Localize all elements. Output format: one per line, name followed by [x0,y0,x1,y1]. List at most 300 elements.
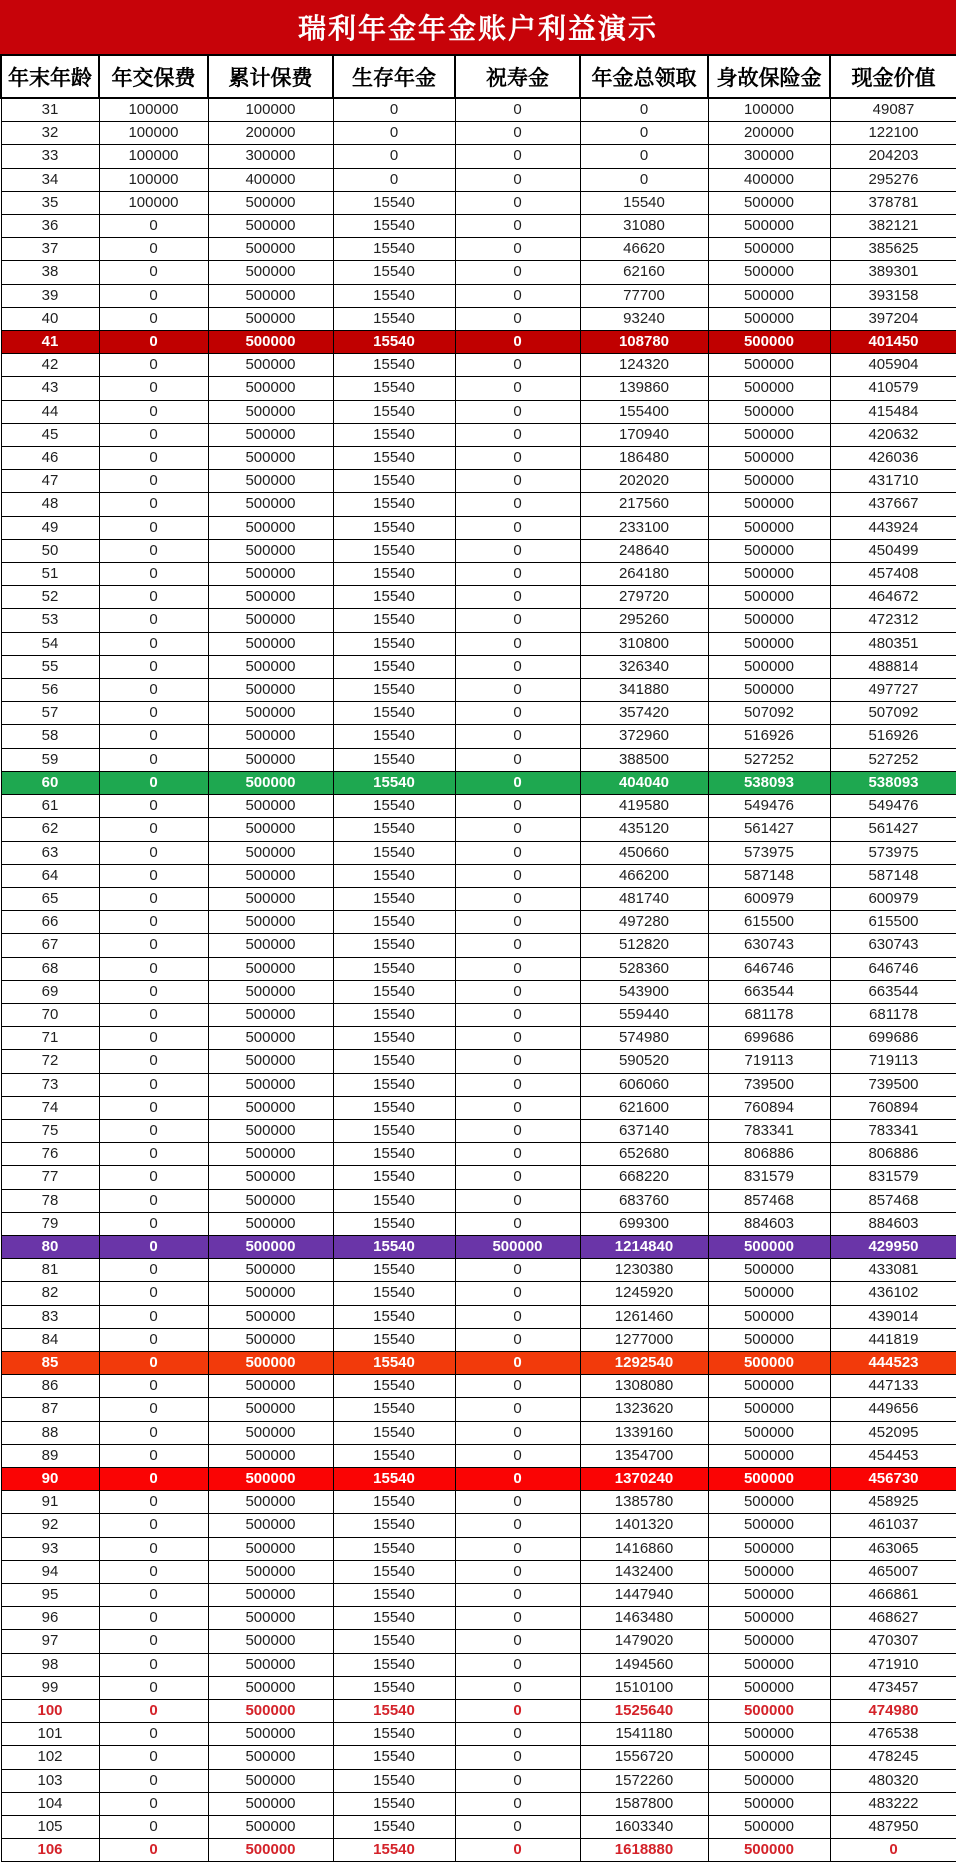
table-row [1,1398,956,1421]
table-cell: 500000 [208,563,333,586]
table-cell: 33 [1,145,99,168]
table-cell: 49 [1,516,99,539]
table-row [1,98,956,122]
table-cell: 0 [455,1328,580,1351]
table-row [1,447,956,470]
table-cell: 0 [455,1073,580,1096]
table-cell: 431710 [830,470,956,493]
table-cell: 699300 [580,1212,708,1235]
table-cell: 400000 [708,168,830,191]
table-row [1,145,956,168]
table-cell: 39 [1,284,99,307]
table-cell: 500000 [708,377,830,400]
table-cell: 500000 [208,864,333,887]
table-row [1,702,956,725]
table-cell: 62160 [580,261,708,284]
table-cell: 0 [99,934,208,957]
table-row [1,957,956,980]
table-cell: 85 [1,1351,99,1374]
table-cell: 15540 [333,191,455,214]
table-cell: 0 [99,1769,208,1792]
table-cell: 500000 [708,1259,830,1282]
table-cell: 0 [455,1560,580,1583]
table-cell: 436102 [830,1282,956,1305]
table-cell: 204203 [830,145,956,168]
table-cell: 0 [455,1259,580,1282]
table-cell: 75 [1,1119,99,1142]
table-cell: 0 [99,632,208,655]
table-cell: 104 [1,1792,99,1815]
table-cell: 43 [1,377,99,400]
table-cell: 15540 [333,1143,455,1166]
table-cell: 0 [99,261,208,284]
table-cell: 0 [99,1676,208,1699]
table-cell: 500000 [208,354,333,377]
table-row [1,1467,956,1490]
table-cell: 38 [1,261,99,284]
table-cell: 0 [99,354,208,377]
table-cell: 15540 [333,261,455,284]
table-cell: 65 [1,887,99,910]
table-cell: 500000 [708,1653,830,1676]
table-cell: 831579 [830,1166,956,1189]
table-cell: 783341 [708,1119,830,1142]
table-cell: 500000 [708,1792,830,1815]
table-cell: 15540 [333,1537,455,1560]
table-cell: 0 [455,400,580,423]
table-cell: 456730 [830,1467,956,1490]
table-cell: 415484 [830,400,956,423]
table-cell: 61 [1,795,99,818]
table-cell: 217560 [580,493,708,516]
table-cell: 500000 [208,934,333,957]
table-cell: 699686 [830,1027,956,1050]
table-cell: 0 [455,609,580,632]
table-cell: 300000 [208,145,333,168]
table-cell: 15540 [333,1653,455,1676]
table-cell: 233100 [580,516,708,539]
table-cell: 0 [455,1282,580,1305]
table-cell: 0 [99,238,208,261]
table-cell: 0 [455,748,580,771]
table-cell: 500000 [455,1235,580,1258]
table-cell: 500000 [708,609,830,632]
table-cell: 0 [455,1769,580,1792]
table-cell: 90 [1,1467,99,1490]
table-cell: 500000 [208,1398,333,1421]
table-cell: 15540 [333,1235,455,1258]
table-row [1,1166,956,1189]
table-cell: 264180 [580,563,708,586]
table-cell: 15540 [333,1166,455,1189]
table-cell: 0 [99,1027,208,1050]
table-cell: 1479020 [580,1630,708,1653]
table-cell: 500000 [708,1444,830,1467]
table-cell: 500000 [208,586,333,609]
table-row [1,1491,956,1514]
table-cell: 806886 [830,1143,956,1166]
table-cell: 527252 [830,748,956,771]
table-cell: 500000 [208,1584,333,1607]
table-cell: 0 [99,1166,208,1189]
table-cell: 0 [455,354,580,377]
table-cell: 36 [1,215,99,238]
table-cell: 483222 [830,1792,956,1815]
table-row [1,632,956,655]
table-cell: 102 [1,1746,99,1769]
table-cell: 500000 [208,1212,333,1235]
table-cell: 0 [580,145,708,168]
table-cell: 0 [455,539,580,562]
table-cell: 0 [455,771,580,794]
table-row [1,1676,956,1699]
table-cell: 122100 [830,122,956,145]
column-header: 累计保费 [208,55,333,98]
table-cell: 0 [455,1398,580,1421]
table-cell: 630743 [830,934,956,957]
table-row [1,1096,956,1119]
table-cell: 92 [1,1514,99,1537]
table-cell: 0 [99,1839,208,1862]
table-cell: 15540 [333,1421,455,1444]
table-cell: 0 [99,1143,208,1166]
table-cell: 760894 [708,1096,830,1119]
table-cell: 0 [99,423,208,446]
table-cell: 500000 [708,539,830,562]
table-cell: 0 [99,1259,208,1282]
table-cell: 615500 [830,911,956,934]
table-row [1,1700,956,1723]
table-cell: 0 [455,377,580,400]
table-row [1,1189,956,1212]
table-row [1,841,956,864]
table-cell: 1370240 [580,1467,708,1490]
table-cell: 1541180 [580,1723,708,1746]
table-cell: 0 [455,563,580,586]
table-cell: 15540 [333,1467,455,1490]
table-cell: 0 [455,1723,580,1746]
table-cell: 1339160 [580,1421,708,1444]
table-cell: 0 [99,1537,208,1560]
table-row [1,377,956,400]
table-cell: 91 [1,1491,99,1514]
table-cell: 357420 [580,702,708,725]
table-cell: 15540 [333,1769,455,1792]
table-cell: 500000 [708,586,830,609]
table-cell: 66 [1,911,99,934]
table-cell: 1463480 [580,1607,708,1630]
table-cell: 516926 [708,725,830,748]
table-cell: 549476 [830,795,956,818]
table-row [1,980,956,1003]
table-cell: 500000 [208,1792,333,1815]
table-cell: 573975 [708,841,830,864]
table-cell: 0 [99,725,208,748]
table-cell: 93240 [580,307,708,330]
table-cell: 600979 [708,887,830,910]
table-cell: 78 [1,1189,99,1212]
table-row [1,1514,956,1537]
table-cell: 401450 [830,331,956,354]
table-cell: 500000 [208,1259,333,1282]
table-cell: 37 [1,238,99,261]
table-cell: 466861 [830,1584,956,1607]
page-title: 瑞利年金年金账户利益演示 [0,0,956,54]
table-cell: 507092 [708,702,830,725]
table-cell: 444523 [830,1351,956,1374]
table-cell: 500000 [708,1491,830,1514]
table-cell: 1494560 [580,1653,708,1676]
table-cell: 80 [1,1235,99,1258]
table-cell: 0 [455,1584,580,1607]
table-cell: 500000 [708,632,830,655]
table-cell: 450660 [580,841,708,864]
table-cell: 1277000 [580,1328,708,1351]
table-cell: 500000 [708,331,830,354]
table-cell: 0 [99,980,208,1003]
table-cell: 0 [455,1746,580,1769]
table-cell: 463065 [830,1537,956,1560]
table-cell: 573975 [830,841,956,864]
table-cell: 73 [1,1073,99,1096]
table-cell: 0 [455,516,580,539]
table-cell: 1587800 [580,1792,708,1815]
table-cell: 0 [580,122,708,145]
table-header-row [1,55,956,98]
column-header: 生存年金 [333,55,455,98]
table-cell: 15540 [333,1328,455,1351]
table-cell: 500000 [208,493,333,516]
table-cell: 0 [99,586,208,609]
table-row [1,516,956,539]
table-cell: 600979 [830,887,956,910]
table-cell: 0 [455,1096,580,1119]
table-cell: 500000 [208,1723,333,1746]
table-cell: 441819 [830,1328,956,1351]
table-cell: 500000 [208,307,333,330]
table-cell: 1385780 [580,1491,708,1514]
table-cell: 500000 [208,1235,333,1258]
table-cell: 500000 [708,1421,830,1444]
table-cell: 0 [455,1700,580,1723]
table-cell: 15540 [333,470,455,493]
table-cell: 500000 [208,284,333,307]
table-cell: 500000 [708,261,830,284]
table-cell: 0 [99,655,208,678]
table-cell: 652680 [580,1143,708,1166]
table-cell: 500000 [708,516,830,539]
table-cell: 500000 [708,284,830,307]
table-cell: 549476 [708,795,830,818]
table-cell: 82 [1,1282,99,1305]
table-row [1,1351,956,1374]
table-cell: 77700 [580,284,708,307]
table-cell: 0 [455,1351,580,1374]
table-cell: 449656 [830,1398,956,1421]
table-cell: 500000 [208,725,333,748]
column-header: 年金总领取 [580,55,708,98]
table-cell: 83 [1,1305,99,1328]
table-cell: 0 [455,238,580,261]
table-cell: 646746 [708,957,830,980]
table-cell: 202020 [580,470,708,493]
table-cell: 81 [1,1259,99,1282]
table-cell: 429950 [830,1235,956,1258]
table-cell: 15540 [333,1444,455,1467]
table-cell: 0 [99,1421,208,1444]
table-cell: 0 [455,887,580,910]
table-cell: 31080 [580,215,708,238]
table-cell: 615500 [708,911,830,934]
table-cell: 0 [455,447,580,470]
table-row [1,1769,956,1792]
table-cell: 719113 [708,1050,830,1073]
table-cell: 0 [455,864,580,887]
table-cell: 15540 [333,1630,455,1653]
table-cell: 500000 [708,1328,830,1351]
table-cell: 0 [99,1584,208,1607]
table-cell: 0 [455,1421,580,1444]
table-row [1,1444,956,1467]
table-cell: 0 [830,1839,956,1862]
table-cell: 100000 [99,98,208,122]
table-cell: 70 [1,1003,99,1026]
table-cell: 0 [455,1003,580,1026]
table-cell: 100000 [99,145,208,168]
table-cell: 857468 [708,1189,830,1212]
table-cell: 0 [455,818,580,841]
table-cell: 590520 [580,1050,708,1073]
table-cell: 0 [99,1282,208,1305]
table-row [1,1607,956,1630]
table-row [1,1560,956,1583]
table-cell: 739500 [708,1073,830,1096]
table-cell: 0 [99,400,208,423]
table-row [1,238,956,261]
table-cell: 806886 [708,1143,830,1166]
table-cell: 15540 [333,1607,455,1630]
table-cell: 500000 [208,1027,333,1050]
table-cell: 15540 [333,1491,455,1514]
table-row [1,1259,956,1282]
table-cell: 500000 [208,1166,333,1189]
table-cell: 52 [1,586,99,609]
table-cell: 53 [1,609,99,632]
table-cell: 15540 [333,655,455,678]
table-cell: 100000 [708,98,830,122]
table-cell: 0 [99,1491,208,1514]
table-cell: 0 [99,377,208,400]
table-row [1,864,956,887]
table-cell: 0 [455,1839,580,1862]
table-cell: 310800 [580,632,708,655]
table-cell: 1401320 [580,1514,708,1537]
table-cell: 410579 [830,377,956,400]
table-cell: 186480 [580,447,708,470]
table-cell: 0 [455,493,580,516]
table-row [1,1328,956,1351]
table-row [1,1421,956,1444]
table-cell: 587148 [830,864,956,887]
table-cell: 500000 [208,1491,333,1514]
table-cell: 0 [455,841,580,864]
table-row [1,1584,956,1607]
table-cell: 500000 [708,307,830,330]
table-row [1,586,956,609]
table-cell: 500000 [708,1746,830,1769]
table-cell: 50 [1,539,99,562]
table-cell: 0 [455,1491,580,1514]
table-cell: 0 [333,168,455,191]
table-cell: 0 [455,679,580,702]
table-cell: 15540 [333,911,455,934]
table-cell: 15540 [333,586,455,609]
table-cell: 0 [455,957,580,980]
table-cell: 0 [455,934,580,957]
table-cell: 0 [455,1653,580,1676]
table-cell: 0 [99,1003,208,1026]
table-cell: 500000 [208,911,333,934]
table-cell: 87 [1,1398,99,1421]
table-cell: 1354700 [580,1444,708,1467]
table-cell: 54 [1,632,99,655]
table-cell: 500000 [708,655,830,678]
table-cell: 200000 [708,122,830,145]
table-cell: 681178 [708,1003,830,1026]
table-cell: 783341 [830,1119,956,1142]
table-cell: 500000 [708,1375,830,1398]
table-cell: 699686 [708,1027,830,1050]
table-cell: 464672 [830,586,956,609]
table-cell: 15540 [333,1676,455,1699]
table-cell: 32 [1,122,99,145]
table-cell: 15540 [333,841,455,864]
table-cell: 500000 [708,1282,830,1305]
table-cell: 0 [455,1467,580,1490]
table-cell: 0 [99,470,208,493]
table-cell: 0 [455,145,580,168]
table-cell: 500000 [208,795,333,818]
table-cell: 500000 [708,1816,830,1839]
table-cell: 15540 [333,1839,455,1862]
table-cell: 0 [99,1514,208,1537]
table-cell: 15540 [333,725,455,748]
table-cell: 51 [1,563,99,586]
table-cell: 500000 [708,1723,830,1746]
table-cell: 15540 [333,377,455,400]
table-cell: 528360 [580,957,708,980]
table-cell: 76 [1,1143,99,1166]
table-cell: 465007 [830,1560,956,1583]
table-cell: 0 [99,1096,208,1119]
table-cell: 500000 [208,1073,333,1096]
table-cell: 884603 [708,1212,830,1235]
table-cell: 500000 [208,1282,333,1305]
table-cell: 500000 [208,818,333,841]
table-cell: 500000 [208,841,333,864]
table-cell: 500000 [208,238,333,261]
table-cell: 0 [99,818,208,841]
table-cell: 500000 [208,331,333,354]
table-cell: 500000 [208,980,333,1003]
table-cell: 1603340 [580,1816,708,1839]
table-cell: 139860 [580,377,708,400]
table-cell: 500000 [208,1467,333,1490]
table-cell: 500000 [208,702,333,725]
table-cell: 15540 [333,1259,455,1282]
table-cell: 15540 [333,1375,455,1398]
table-cell: 1261460 [580,1305,708,1328]
